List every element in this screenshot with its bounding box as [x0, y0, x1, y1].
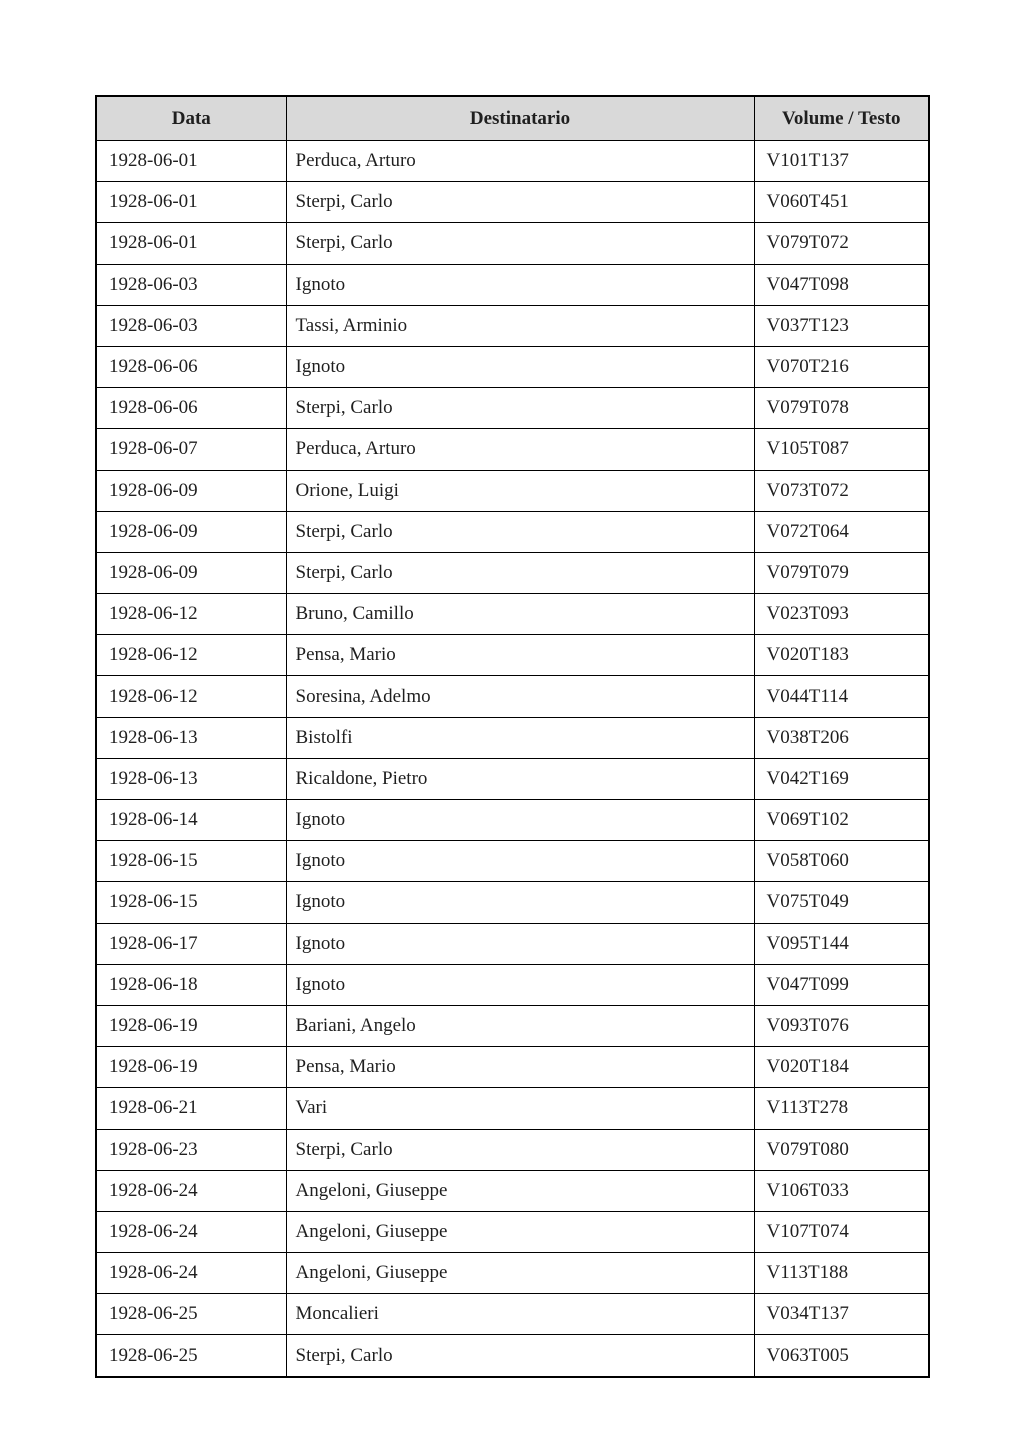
table-row — [96, 1253, 929, 1294]
cell-destinatario: Soresina, Adelmo — [286, 676, 754, 717]
cell-volume-testo: V079T079 — [754, 552, 929, 593]
table-row — [96, 635, 929, 676]
cell-date: 1928-06-12 — [96, 594, 286, 635]
cell-destinatario: Moncalieri — [286, 1294, 754, 1335]
cell-destinatario: Angeloni, Giuseppe — [286, 1253, 754, 1294]
letters-table — [95, 95, 930, 1378]
cell-destinatario: Bistolfi — [286, 717, 754, 758]
table-header-row — [96, 96, 929, 141]
cell-date: 1928-06-01 — [96, 141, 286, 182]
cell-volume-testo: V093T076 — [754, 1005, 929, 1046]
cell-volume-testo: V020T183 — [754, 635, 929, 676]
table-row — [96, 964, 929, 1005]
cell-date: 1928-06-09 — [96, 470, 286, 511]
cell-volume-testo: V060T451 — [754, 182, 929, 223]
cell-date: 1928-06-09 — [96, 511, 286, 552]
cell-date: 1928-06-06 — [96, 388, 286, 429]
cell-date: 1928-06-13 — [96, 758, 286, 799]
column-header-destinatario: Destinatario — [286, 96, 754, 141]
letters-table-container — [95, 95, 930, 1366]
cell-destinatario: Perduca, Arturo — [286, 429, 754, 470]
cell-date: 1928-06-25 — [96, 1335, 286, 1377]
table-row — [96, 182, 929, 223]
cell-volume-testo: V058T060 — [754, 841, 929, 882]
table-row — [96, 676, 929, 717]
cell-volume-testo: V079T080 — [754, 1129, 929, 1170]
table-row — [96, 1335, 929, 1377]
cell-date: 1928-06-06 — [96, 346, 286, 387]
cell-destinatario: Angeloni, Giuseppe — [286, 1170, 754, 1211]
cell-date: 1928-06-03 — [96, 305, 286, 346]
table-row — [96, 305, 929, 346]
cell-date: 1928-06-15 — [96, 882, 286, 923]
cell-volume-testo: V113T188 — [754, 1253, 929, 1294]
table-row — [96, 511, 929, 552]
cell-date: 1928-06-01 — [96, 182, 286, 223]
cell-date: 1928-06-19 — [96, 1005, 286, 1046]
cell-volume-testo: V106T033 — [754, 1170, 929, 1211]
cell-destinatario: Pensa, Mario — [286, 635, 754, 676]
table-row — [96, 388, 929, 429]
cell-date: 1928-06-24 — [96, 1211, 286, 1252]
cell-date: 1928-06-07 — [96, 429, 286, 470]
cell-destinatario: Ignoto — [286, 800, 754, 841]
cell-destinatario: Bariani, Angelo — [286, 1005, 754, 1046]
cell-destinatario: Vari — [286, 1088, 754, 1129]
cell-destinatario: Ignoto — [286, 964, 754, 1005]
cell-destinatario: Perduca, Arturo — [286, 141, 754, 182]
table-row — [96, 1294, 929, 1335]
cell-volume-testo: V044T114 — [754, 676, 929, 717]
table-row — [96, 1047, 929, 1088]
cell-destinatario: Ignoto — [286, 346, 754, 387]
cell-volume-testo: V042T169 — [754, 758, 929, 799]
cell-volume-testo: V070T216 — [754, 346, 929, 387]
table-row — [96, 882, 929, 923]
cell-volume-testo: V034T137 — [754, 1294, 929, 1335]
cell-volume-testo: V073T072 — [754, 470, 929, 511]
cell-date: 1928-06-12 — [96, 676, 286, 717]
table-row — [96, 470, 929, 511]
cell-date: 1928-06-19 — [96, 1047, 286, 1088]
cell-destinatario: Sterpi, Carlo — [286, 552, 754, 593]
cell-destinatario: Sterpi, Carlo — [286, 182, 754, 223]
cell-volume-testo: V075T049 — [754, 882, 929, 923]
cell-volume-testo: V047T098 — [754, 264, 929, 305]
table-row — [96, 223, 929, 264]
cell-date: 1928-06-25 — [96, 1294, 286, 1335]
cell-destinatario: Bruno, Camillo — [286, 594, 754, 635]
cell-volume-testo: V037T123 — [754, 305, 929, 346]
cell-volume-testo: V072T064 — [754, 511, 929, 552]
table-row — [96, 800, 929, 841]
cell-destinatario: Ricaldone, Pietro — [286, 758, 754, 799]
cell-destinatario: Sterpi, Carlo — [286, 511, 754, 552]
cell-date: 1928-06-12 — [96, 635, 286, 676]
cell-destinatario: Ignoto — [286, 923, 754, 964]
cell-volume-testo: V107T074 — [754, 1211, 929, 1252]
cell-date: 1928-06-13 — [96, 717, 286, 758]
cell-date: 1928-06-09 — [96, 552, 286, 593]
cell-destinatario: Sterpi, Carlo — [286, 223, 754, 264]
cell-volume-testo: V023T093 — [754, 594, 929, 635]
table-row — [96, 429, 929, 470]
cell-destinatario: Pensa, Mario — [286, 1047, 754, 1088]
table-row — [96, 758, 929, 799]
cell-volume-testo: V069T102 — [754, 800, 929, 841]
cell-destinatario: Sterpi, Carlo — [286, 1335, 754, 1377]
cell-destinatario: Ignoto — [286, 841, 754, 882]
table-row — [96, 346, 929, 387]
table-row — [96, 141, 929, 182]
column-header-data: Data — [96, 96, 286, 141]
table-row — [96, 923, 929, 964]
cell-volume-testo: V105T087 — [754, 429, 929, 470]
cell-date: 1928-06-24 — [96, 1253, 286, 1294]
cell-volume-testo: V079T078 — [754, 388, 929, 429]
cell-volume-testo: V063T005 — [754, 1335, 929, 1377]
cell-date: 1928-06-01 — [96, 223, 286, 264]
cell-destinatario: Ignoto — [286, 264, 754, 305]
table-row — [96, 1088, 929, 1129]
cell-destinatario: Orione, Luigi — [286, 470, 754, 511]
cell-destinatario: Ignoto — [286, 882, 754, 923]
table-row — [96, 1129, 929, 1170]
cell-volume-testo: V101T137 — [754, 141, 929, 182]
cell-destinatario: Tassi, Arminio — [286, 305, 754, 346]
column-header-volume-testo: Volume / Testo — [754, 96, 929, 141]
cell-date: 1928-06-21 — [96, 1088, 286, 1129]
cell-volume-testo: V038T206 — [754, 717, 929, 758]
cell-destinatario: Sterpi, Carlo — [286, 388, 754, 429]
cell-destinatario: Sterpi, Carlo — [286, 1129, 754, 1170]
cell-date: 1928-06-18 — [96, 964, 286, 1005]
cell-destinatario: Angeloni, Giuseppe — [286, 1211, 754, 1252]
table-row — [96, 594, 929, 635]
table-row — [96, 1211, 929, 1252]
table-row — [96, 264, 929, 305]
table-row — [96, 1170, 929, 1211]
cell-volume-testo: V095T144 — [754, 923, 929, 964]
table-row — [96, 717, 929, 758]
cell-volume-testo: V020T184 — [754, 1047, 929, 1088]
cell-date: 1928-06-24 — [96, 1170, 286, 1211]
cell-volume-testo: V047T099 — [754, 964, 929, 1005]
table-row — [96, 841, 929, 882]
cell-volume-testo: V079T072 — [754, 223, 929, 264]
cell-volume-testo: V113T278 — [754, 1088, 929, 1129]
cell-date: 1928-06-15 — [96, 841, 286, 882]
cell-date: 1928-06-03 — [96, 264, 286, 305]
table-row — [96, 1005, 929, 1046]
cell-date: 1928-06-23 — [96, 1129, 286, 1170]
table-body — [96, 141, 929, 1377]
table-row — [96, 552, 929, 593]
cell-date: 1928-06-17 — [96, 923, 286, 964]
cell-date: 1928-06-14 — [96, 800, 286, 841]
